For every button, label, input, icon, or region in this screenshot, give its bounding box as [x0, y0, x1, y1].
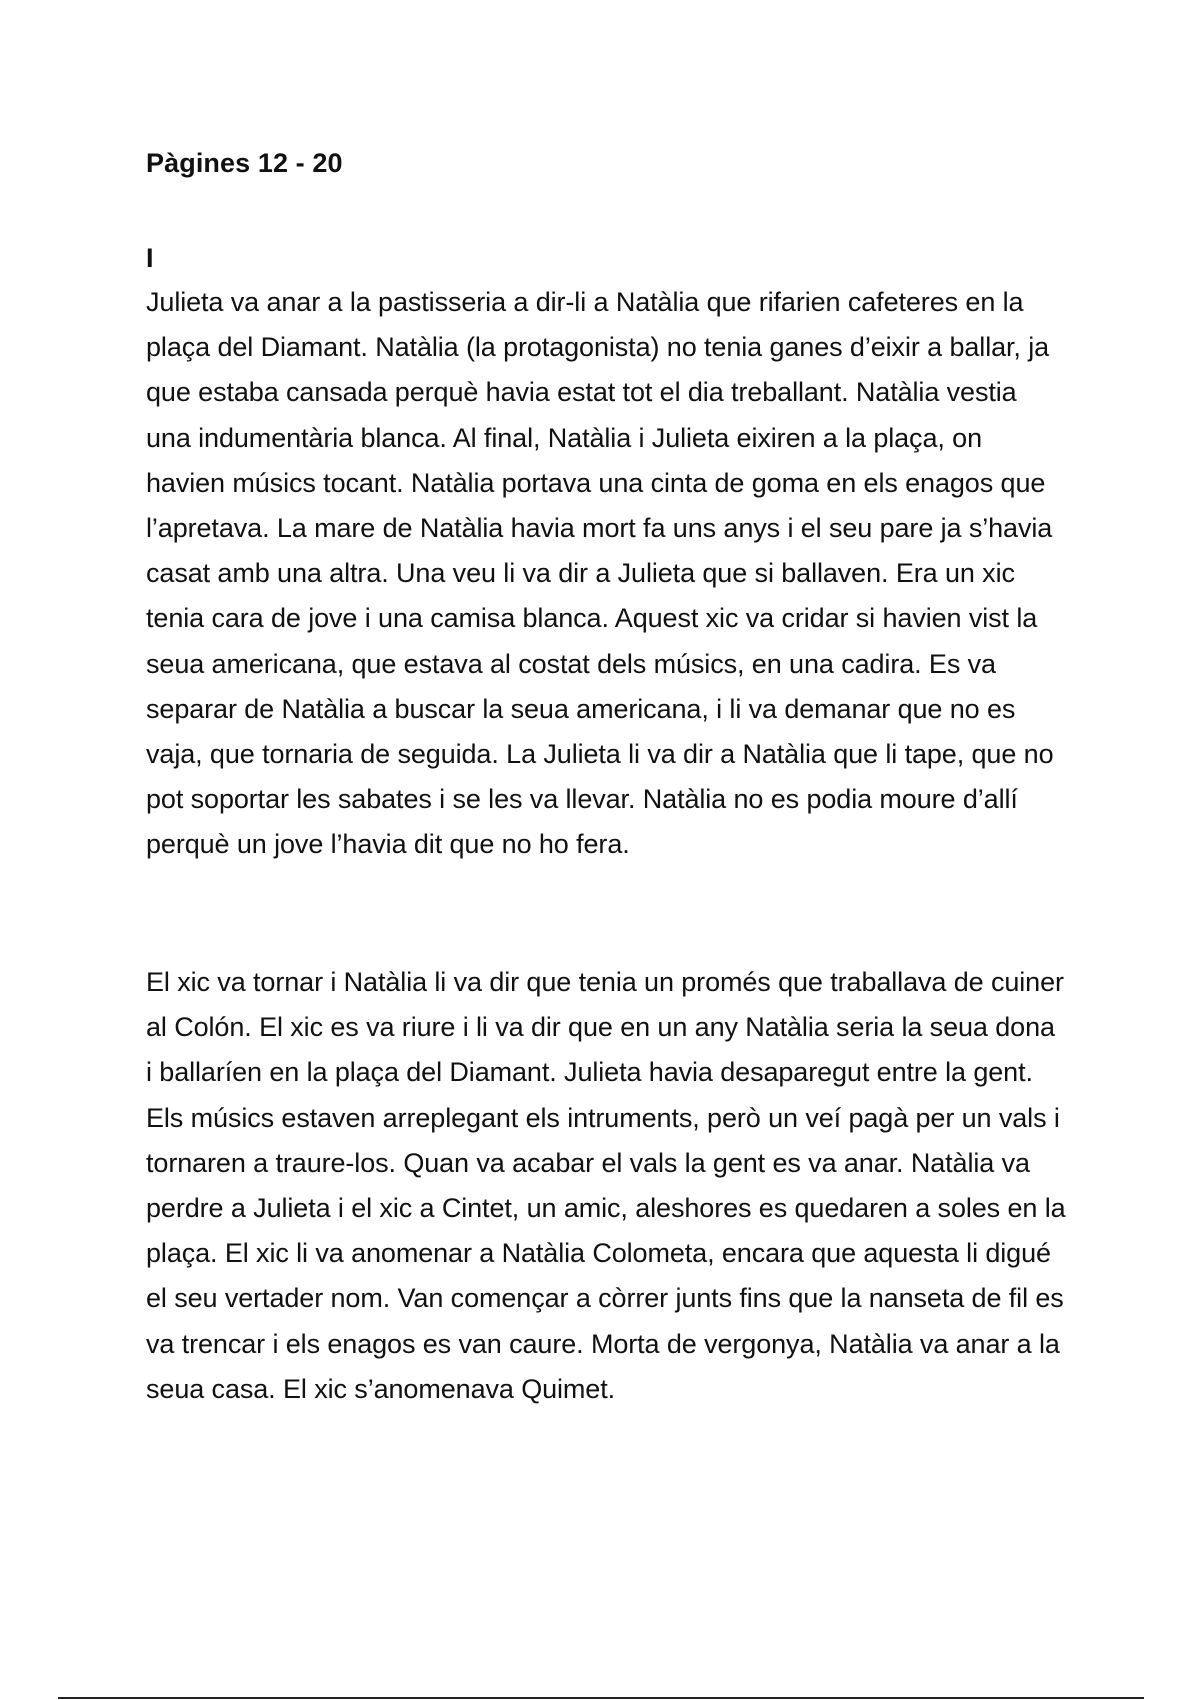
page-heading: Pàgines 12 - 20 [146, 148, 343, 178]
footer-divider [58, 1697, 1144, 1699]
body-paragraph-2: El xic va tornar i Natàlia li va dir que tenia un promés que traballava de cuiner al Colón. El xic es va riure i li va dir que en un any Natàlia seria la seua dona i ballaríen en la plaça del Diamant. Julieta havia desaparegut entre la gent. Els músics estaven arreplegant els intruments, però un veí pagà per un vals i tornaren a traure-los. Quan va acabar el vals la gent es va anar. Natàlia va perdre a Julieta i el xic a Cintet, un amic, aleshores es quedaren a soles en la plaça. El xic li va anomenar a Natàlia Colometa, encara que aquesta li digué el seu vertader nom. Van començar a còrrer junts fins que la nanseta de fil es va trencar i els enagos es van caure. Morta de vergonya, Natàlia va anar a la seua casa. El xic s’anomenava Quimet. [146, 967, 1066, 1404]
body-paragraph-1: Julieta va anar a la pastisseria a dir-li a Natàlia que rifarien cafeteres en la plaça del Diamant. Natàlia (la protagonista) no tenia ganes d’eixir a ballar, ja que estaba cansada perquè havia estat tot el dia treballant. Natàlia vestia una indumentària blanca. Al final, Natàlia i Julieta eixiren a la plaça, on havien músics tocant. Natàlia portava una cinta de goma en els enagos que l’apretava. La mare de Natàlia havia mort fa uns anys i el seu pare ja s’havia casat amb una altra. Una veu li va dir a Julieta que si ballaven. Era un xic tenia cara de jove i una camisa blanca. Aquest xic va cridar si havien vist la seua americana, que estava al costat dels músics, en una cadira. Es va separar de Natàlia a buscar la seua americana, i li va demanar que no es vaja, que tornaria de seguida. La Julieta li va dir a Natàlia que li tape, que no pot soportar les sabates i se les va llevar. Natàlia no es podia moure d’allí perquè un jove l’havia dit que no ho fera. [146, 287, 1054, 860]
chapter-number: I [146, 243, 154, 273]
